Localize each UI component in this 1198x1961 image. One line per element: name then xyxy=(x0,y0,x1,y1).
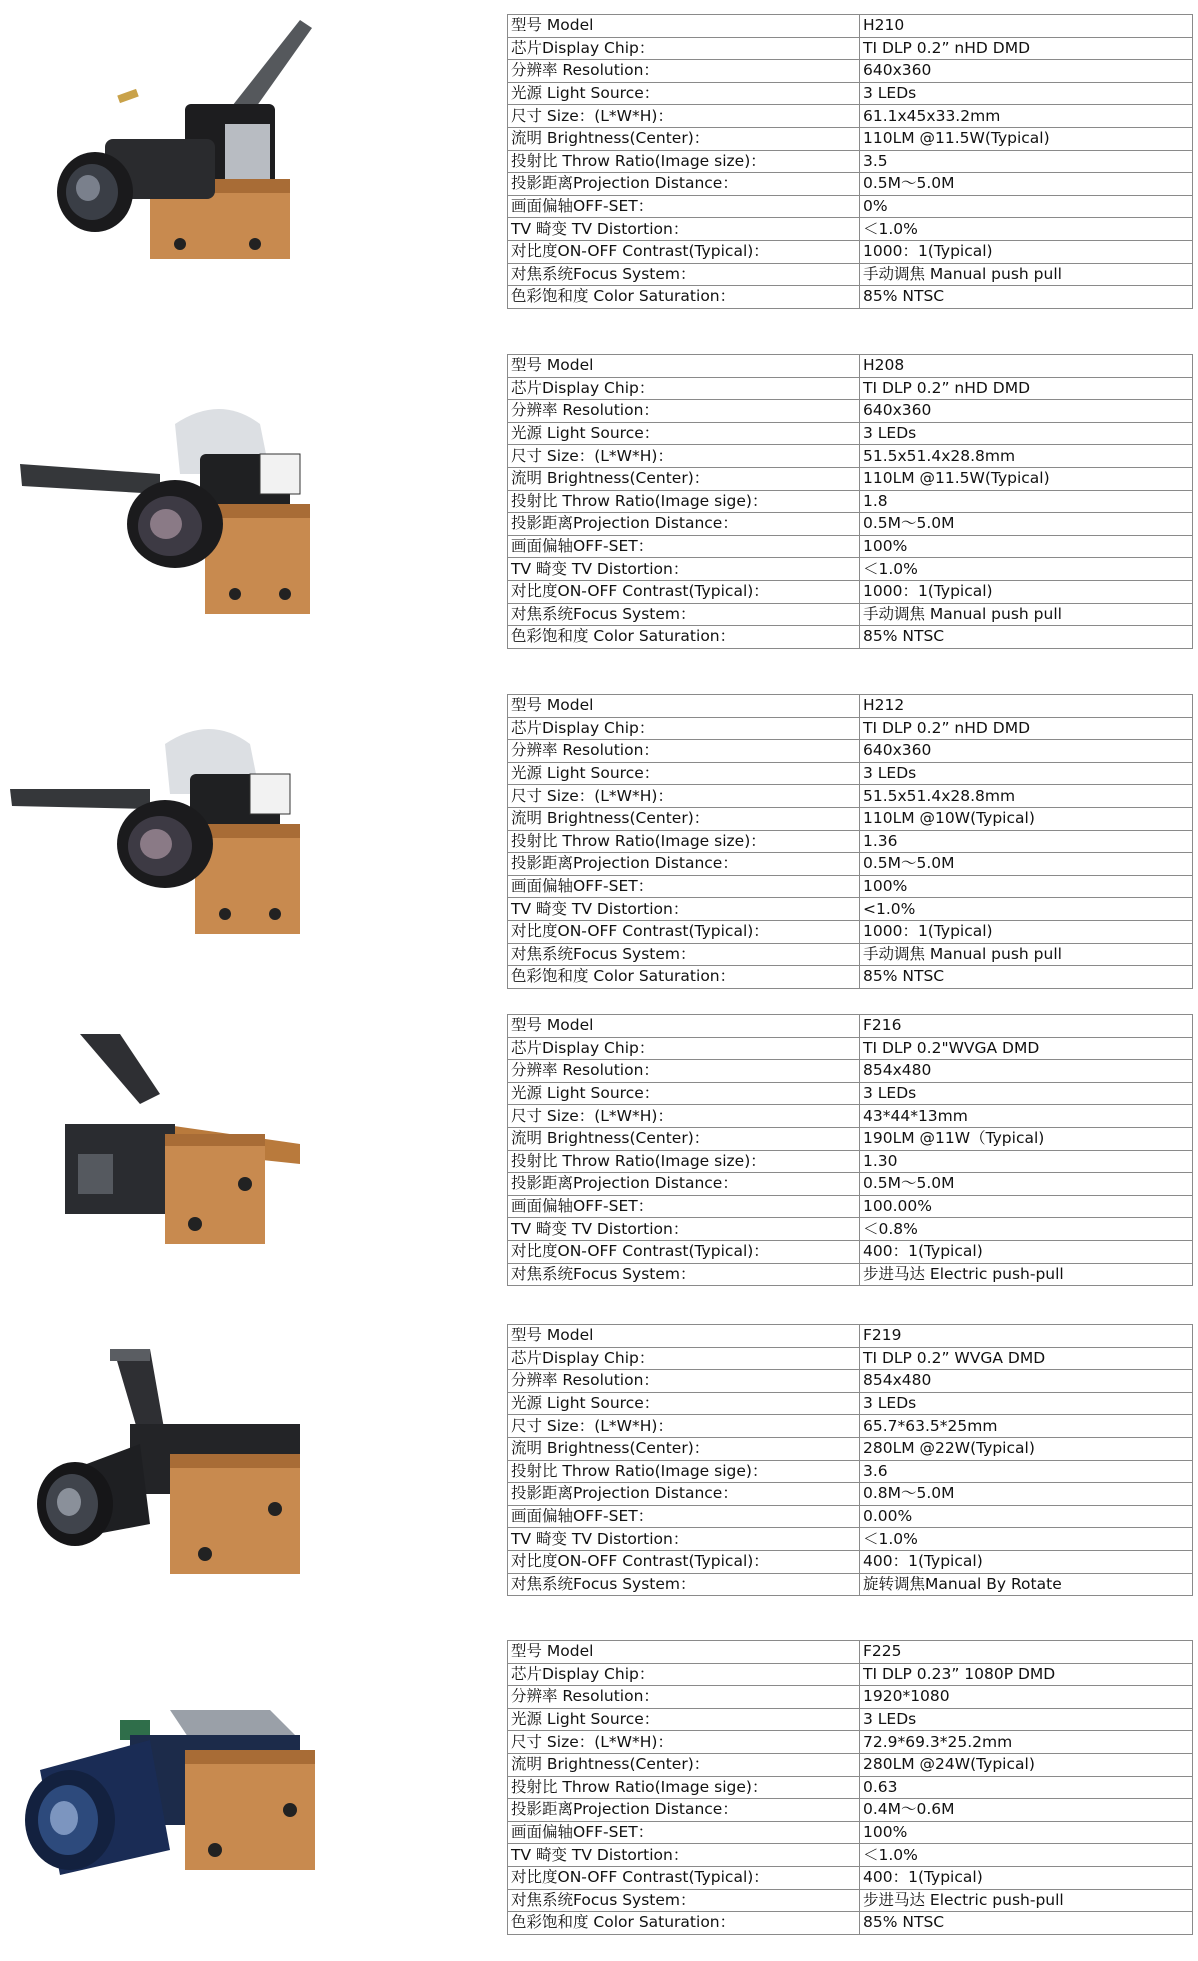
spec-label: 对比度ON-OFF Contrast(Typical)： xyxy=(508,1866,860,1889)
spec-value: <1.0% xyxy=(860,898,1193,921)
table-row xyxy=(508,807,1193,830)
table-row xyxy=(508,1821,1193,1844)
spec-label: TV 畸变 TV Distortion： xyxy=(508,1218,860,1241)
spec-value: 190LM @11W（Typical) xyxy=(860,1127,1193,1150)
spec-value: 110LM @11.5W(Typical) xyxy=(860,127,1193,150)
table-row xyxy=(508,1173,1193,1196)
spec-label: 尺寸 Size：(L*W*H)： xyxy=(508,105,860,128)
spec-value: 400：1(Typical) xyxy=(860,1240,1193,1263)
spec-label: 光源 Light Source： xyxy=(508,762,860,785)
table-row xyxy=(508,762,1193,785)
spec-label: 型号 Model xyxy=(508,15,860,38)
spec-label: 投影距离Projection Distance： xyxy=(508,173,860,196)
spec-value: 手动调焦 Manual push pull xyxy=(860,603,1193,626)
projector-module-photo xyxy=(0,14,500,314)
table-row xyxy=(508,1060,1193,1083)
spec-label: 流明 Brightness(Center)： xyxy=(508,1753,860,1776)
table-row xyxy=(508,966,1193,989)
table-row xyxy=(508,1708,1193,1731)
table-row xyxy=(508,400,1193,423)
spec-value: 51.5x51.4x28.8mm xyxy=(860,445,1193,468)
spec-value: TI DLP 0.2"WVGA DMD xyxy=(860,1037,1193,1060)
spec-label: 对比度ON-OFF Contrast(Typical)： xyxy=(508,1240,860,1263)
spec-value: 1.36 xyxy=(860,830,1193,853)
spec-value: 100% xyxy=(860,1821,1193,1844)
spec-label: 投射比 Throw Ratio(Image sige)： xyxy=(508,490,860,513)
spec-label: 色彩饱和度 Color Saturation： xyxy=(508,966,860,989)
table-row xyxy=(508,580,1193,603)
spec-value: 步进马达 Electric push-pull xyxy=(860,1263,1193,1286)
table-row xyxy=(508,1392,1193,1415)
product-block-f219 xyxy=(0,1324,1198,1604)
spec-value: 280LM @22W(Typical) xyxy=(860,1437,1193,1460)
spec-label: TV 畸变 TV Distortion： xyxy=(508,218,860,241)
spec-value: TI DLP 0.2” nHD DMD xyxy=(860,377,1193,400)
table-row xyxy=(508,15,1193,38)
table-row xyxy=(508,1218,1193,1241)
spec-label: 分辨率 Resolution： xyxy=(508,60,860,83)
spec-label: 型号 Model xyxy=(508,695,860,718)
spec-value: 0% xyxy=(860,195,1193,218)
spec-label: 色彩饱和度 Color Saturation： xyxy=(508,1912,860,1935)
table-row xyxy=(508,1844,1193,1867)
spec-value: 640x360 xyxy=(860,740,1193,763)
spec-value: H210 xyxy=(860,15,1193,38)
spec-label: 画面偏轴OFF-SET： xyxy=(508,1505,860,1528)
table-row xyxy=(508,1573,1193,1596)
spec-label: 分辨率 Resolution： xyxy=(508,1686,860,1709)
spec-value: 旋转调焦Manual By Rotate xyxy=(860,1573,1193,1596)
projector-module-photo xyxy=(0,694,500,994)
spec-value: F216 xyxy=(860,1015,1193,1038)
spec-label: 对焦系统Focus System： xyxy=(508,1573,860,1596)
spec-value: 手动调焦 Manual push pull xyxy=(860,263,1193,286)
spec-value: 0.5M～5.0M xyxy=(860,853,1193,876)
spec-label: 流明 Brightness(Center)： xyxy=(508,127,860,150)
spec-value: 1.30 xyxy=(860,1150,1193,1173)
product-block-h208 xyxy=(0,354,1198,654)
spec-label: 芯片Display Chip： xyxy=(508,717,860,740)
projector-module-photo xyxy=(0,1324,500,1604)
spec-table xyxy=(507,354,1193,649)
spec-label: 光源 Light Source： xyxy=(508,1708,860,1731)
spec-label: 流明 Brightness(Center)： xyxy=(508,1437,860,1460)
spec-value: 手动调焦 Manual push pull xyxy=(860,943,1193,966)
table-row xyxy=(508,286,1193,309)
table-row xyxy=(508,513,1193,536)
table-row xyxy=(508,1460,1193,1483)
projector-module-photo xyxy=(0,354,500,654)
spec-label: 尺寸 Size：(L*W*H)： xyxy=(508,1415,860,1438)
table-row xyxy=(508,445,1193,468)
table-row xyxy=(508,853,1193,876)
table-row xyxy=(508,150,1193,173)
spec-value: 3 LEDs xyxy=(860,1708,1193,1731)
spec-value: TI DLP 0.2” nHD DMD xyxy=(860,37,1193,60)
spec-label: 投影距离Projection Distance： xyxy=(508,513,860,536)
table-row xyxy=(508,626,1193,649)
spec-label: TV 畸变 TV Distortion： xyxy=(508,558,860,581)
spec-table xyxy=(507,14,1193,309)
table-row xyxy=(508,1663,1193,1686)
table-row xyxy=(508,740,1193,763)
spec-label: 对焦系统Focus System： xyxy=(508,1263,860,1286)
table-row xyxy=(508,943,1193,966)
spec-value: 51.5x51.4x28.8mm xyxy=(860,785,1193,808)
spec-label: 画面偏轴OFF-SET： xyxy=(508,535,860,558)
table-row xyxy=(508,1370,1193,1393)
spec-value: 3 LEDs xyxy=(860,1082,1193,1105)
spec-value: 640x360 xyxy=(860,60,1193,83)
spec-value: 步进马达 Electric push-pull xyxy=(860,1889,1193,1912)
table-row xyxy=(508,1325,1193,1348)
table-row xyxy=(508,1483,1193,1506)
spec-label: 对焦系统Focus System： xyxy=(508,603,860,626)
spec-value: 3.5 xyxy=(860,150,1193,173)
spec-label: 色彩饱和度 Color Saturation： xyxy=(508,626,860,649)
spec-label: 光源 Light Source： xyxy=(508,82,860,105)
spec-table xyxy=(507,694,1193,989)
spec-label: 流明 Brightness(Center)： xyxy=(508,807,860,830)
table-row xyxy=(508,1550,1193,1573)
spec-label: 对焦系统Focus System： xyxy=(508,943,860,966)
spec-value: 3 LEDs xyxy=(860,762,1193,785)
spec-label: 分辨率 Resolution： xyxy=(508,1060,860,1083)
table-row xyxy=(508,1082,1193,1105)
spec-value: 85% NTSC xyxy=(860,626,1193,649)
spec-value: 0.5M～5.0M xyxy=(860,173,1193,196)
spec-value: F225 xyxy=(860,1641,1193,1664)
table-row xyxy=(508,535,1193,558)
spec-value: TI DLP 0.2” WVGA DMD xyxy=(860,1347,1193,1370)
spec-label: 尺寸 Size：(L*W*H)： xyxy=(508,1105,860,1128)
spec-value: 100.00% xyxy=(860,1195,1193,1218)
spec-label: TV 畸变 TV Distortion： xyxy=(508,898,860,921)
table-row xyxy=(508,898,1193,921)
table-row xyxy=(508,1015,1193,1038)
spec-label: 光源 Light Source： xyxy=(508,1082,860,1105)
product-block-h212 xyxy=(0,694,1198,994)
spec-label: 画面偏轴OFF-SET： xyxy=(508,195,860,218)
spec-value: 400：1(Typical) xyxy=(860,1866,1193,1889)
spec-value: ＜1.0% xyxy=(860,218,1193,241)
spec-label: 芯片Display Chip： xyxy=(508,1347,860,1370)
spec-value: 0.5M～5.0M xyxy=(860,1173,1193,1196)
spec-label: 对比度ON-OFF Contrast(Typical)： xyxy=(508,240,860,263)
table-row xyxy=(508,173,1193,196)
spec-value: ＜1.0% xyxy=(860,1528,1193,1551)
table-row xyxy=(508,1731,1193,1754)
spec-value: 1920*1080 xyxy=(860,1686,1193,1709)
table-row xyxy=(508,1437,1193,1460)
table-row xyxy=(508,1347,1193,1370)
spec-value: 1000：1(Typical) xyxy=(860,240,1193,263)
table-row xyxy=(508,1912,1193,1935)
table-row xyxy=(508,60,1193,83)
spec-value: 100% xyxy=(860,875,1193,898)
spec-label: 流明 Brightness(Center)： xyxy=(508,1127,860,1150)
table-row xyxy=(508,1037,1193,1060)
spec-value: 3.6 xyxy=(860,1460,1193,1483)
projector-module-photo xyxy=(0,1640,500,1940)
table-row xyxy=(508,1263,1193,1286)
spec-label: 型号 Model xyxy=(508,355,860,378)
spec-value: 65.7*63.5*25mm xyxy=(860,1415,1193,1438)
spec-label: 分辨率 Resolution： xyxy=(508,1370,860,1393)
table-row xyxy=(508,490,1193,513)
spec-value: 85% NTSC xyxy=(860,966,1193,989)
table-row xyxy=(508,240,1193,263)
spec-value: ＜1.0% xyxy=(860,1844,1193,1867)
spec-table xyxy=(507,1640,1193,1935)
table-row xyxy=(508,830,1193,853)
spec-label: 光源 Light Source： xyxy=(508,1392,860,1415)
spec-label: 尺寸 Size：(L*W*H)： xyxy=(508,445,860,468)
spec-label: 投影距离Projection Distance： xyxy=(508,853,860,876)
spec-value: 43*44*13mm xyxy=(860,1105,1193,1128)
table-row xyxy=(508,195,1193,218)
spec-label: 投射比 Throw Ratio(Image size)： xyxy=(508,1150,860,1173)
spec-value: F219 xyxy=(860,1325,1193,1348)
spec-value: 110LM @10W(Typical) xyxy=(860,807,1193,830)
spec-label: TV 畸变 TV Distortion： xyxy=(508,1528,860,1551)
spec-label: 投射比 Throw Ratio(Image size)： xyxy=(508,830,860,853)
spec-label: 分辨率 Resolution： xyxy=(508,400,860,423)
spec-value: 1.8 xyxy=(860,490,1193,513)
table-row xyxy=(508,422,1193,445)
table-row xyxy=(508,695,1193,718)
spec-label: 对焦系统Focus System： xyxy=(508,1889,860,1912)
spec-value: 854x480 xyxy=(860,1060,1193,1083)
spec-label: 投影距离Projection Distance： xyxy=(508,1799,860,1822)
table-row xyxy=(508,1127,1193,1150)
table-row xyxy=(508,1686,1193,1709)
spec-label: 尺寸 Size：(L*W*H)： xyxy=(508,785,860,808)
spec-label: 画面偏轴OFF-SET： xyxy=(508,875,860,898)
spec-label: 尺寸 Size：(L*W*H)： xyxy=(508,1731,860,1754)
spec-value: 0.63 xyxy=(860,1776,1193,1799)
table-row xyxy=(508,1195,1193,1218)
table-row xyxy=(508,105,1193,128)
spec-value: 110LM @11.5W(Typical) xyxy=(860,467,1193,490)
spec-label: 投射比 Throw Ratio(Image sige)： xyxy=(508,1776,860,1799)
spec-label: 芯片Display Chip： xyxy=(508,377,860,400)
spec-value: 100% xyxy=(860,535,1193,558)
spec-value: 85% NTSC xyxy=(860,1912,1193,1935)
table-row xyxy=(508,263,1193,286)
spec-label: 对比度ON-OFF Contrast(Typical)： xyxy=(508,1550,860,1573)
spec-label: 画面偏轴OFF-SET： xyxy=(508,1195,860,1218)
spec-value: 640x360 xyxy=(860,400,1193,423)
table-row xyxy=(508,1799,1193,1822)
spec-value: 3 LEDs xyxy=(860,82,1193,105)
spec-value: H208 xyxy=(860,355,1193,378)
table-row xyxy=(508,127,1193,150)
spec-label: 画面偏轴OFF-SET： xyxy=(508,1821,860,1844)
spec-value: H212 xyxy=(860,695,1193,718)
table-row xyxy=(508,1150,1193,1173)
table-row xyxy=(508,1528,1193,1551)
spec-label: 流明 Brightness(Center)： xyxy=(508,467,860,490)
spec-label: 分辨率 Resolution： xyxy=(508,740,860,763)
spec-value: ＜1.0% xyxy=(860,558,1193,581)
spec-value: 1000：1(Typical) xyxy=(860,920,1193,943)
spec-label: 投射比 Throw Ratio(Image sige)： xyxy=(508,1460,860,1483)
spec-value: 854x480 xyxy=(860,1370,1193,1393)
table-row xyxy=(508,1753,1193,1776)
spec-label: 型号 Model xyxy=(508,1641,860,1664)
spec-value: 1000：1(Typical) xyxy=(860,580,1193,603)
spec-label: 芯片Display Chip： xyxy=(508,1663,860,1686)
spec-label: 对比度ON-OFF Contrast(Typical)： xyxy=(508,920,860,943)
table-row xyxy=(508,82,1193,105)
table-row xyxy=(508,1105,1193,1128)
table-row xyxy=(508,467,1193,490)
product-block-h210 xyxy=(0,14,1198,314)
spec-label: 投影距离Projection Distance： xyxy=(508,1483,860,1506)
table-row xyxy=(508,1889,1193,1912)
table-row xyxy=(508,920,1193,943)
spec-label: 芯片Display Chip： xyxy=(508,37,860,60)
spec-label: 型号 Model xyxy=(508,1325,860,1348)
spec-value: ＜0.8% xyxy=(860,1218,1193,1241)
table-row xyxy=(508,1641,1193,1664)
table-row xyxy=(508,1776,1193,1799)
spec-table xyxy=(507,1014,1193,1286)
table-row xyxy=(508,717,1193,740)
spec-value: 280LM @24W(Typical) xyxy=(860,1753,1193,1776)
spec-label: 对焦系统Focus System： xyxy=(508,263,860,286)
table-row xyxy=(508,1866,1193,1889)
spec-label: TV 畸变 TV Distortion： xyxy=(508,1844,860,1867)
spec-label: 型号 Model xyxy=(508,1015,860,1038)
spec-value: 3 LEDs xyxy=(860,422,1193,445)
spec-value: 3 LEDs xyxy=(860,1392,1193,1415)
spec-label: 投影距离Projection Distance： xyxy=(508,1173,860,1196)
table-row xyxy=(508,355,1193,378)
spec-label: 色彩饱和度 Color Saturation： xyxy=(508,286,860,309)
table-row xyxy=(508,218,1193,241)
spec-value: TI DLP 0.2” nHD DMD xyxy=(860,717,1193,740)
table-row xyxy=(508,37,1193,60)
table-row xyxy=(508,785,1193,808)
table-row xyxy=(508,875,1193,898)
spec-table xyxy=(507,1324,1193,1596)
spec-label: 投射比 Throw Ratio(Image size)： xyxy=(508,150,860,173)
spec-label: 芯片Display Chip： xyxy=(508,1037,860,1060)
table-row xyxy=(508,377,1193,400)
table-row xyxy=(508,1415,1193,1438)
spec-value: 85% NTSC xyxy=(860,286,1193,309)
spec-value: 0.00% xyxy=(860,1505,1193,1528)
spec-label: 对比度ON-OFF Contrast(Typical)： xyxy=(508,580,860,603)
spec-value: 0.5M～5.0M xyxy=(860,513,1193,536)
table-row xyxy=(508,1240,1193,1263)
spec-value: 0.4M～0.6M xyxy=(860,1799,1193,1822)
spec-value: 72.9*69.3*25.2mm xyxy=(860,1731,1193,1754)
spec-value: 0.8M～5.0M xyxy=(860,1483,1193,1506)
spec-label: 光源 Light Source： xyxy=(508,422,860,445)
spec-value: 400：1(Typical) xyxy=(860,1550,1193,1573)
spec-value: 61.1x45x33.2mm xyxy=(860,105,1193,128)
product-block-f216 xyxy=(0,1014,1198,1294)
projector-module-photo xyxy=(0,1014,500,1294)
spec-value: TI DLP 0.23” 1080P DMD xyxy=(860,1663,1193,1686)
product-block-f225 xyxy=(0,1640,1198,1940)
table-row xyxy=(508,1505,1193,1528)
table-row xyxy=(508,558,1193,581)
table-row xyxy=(508,603,1193,626)
